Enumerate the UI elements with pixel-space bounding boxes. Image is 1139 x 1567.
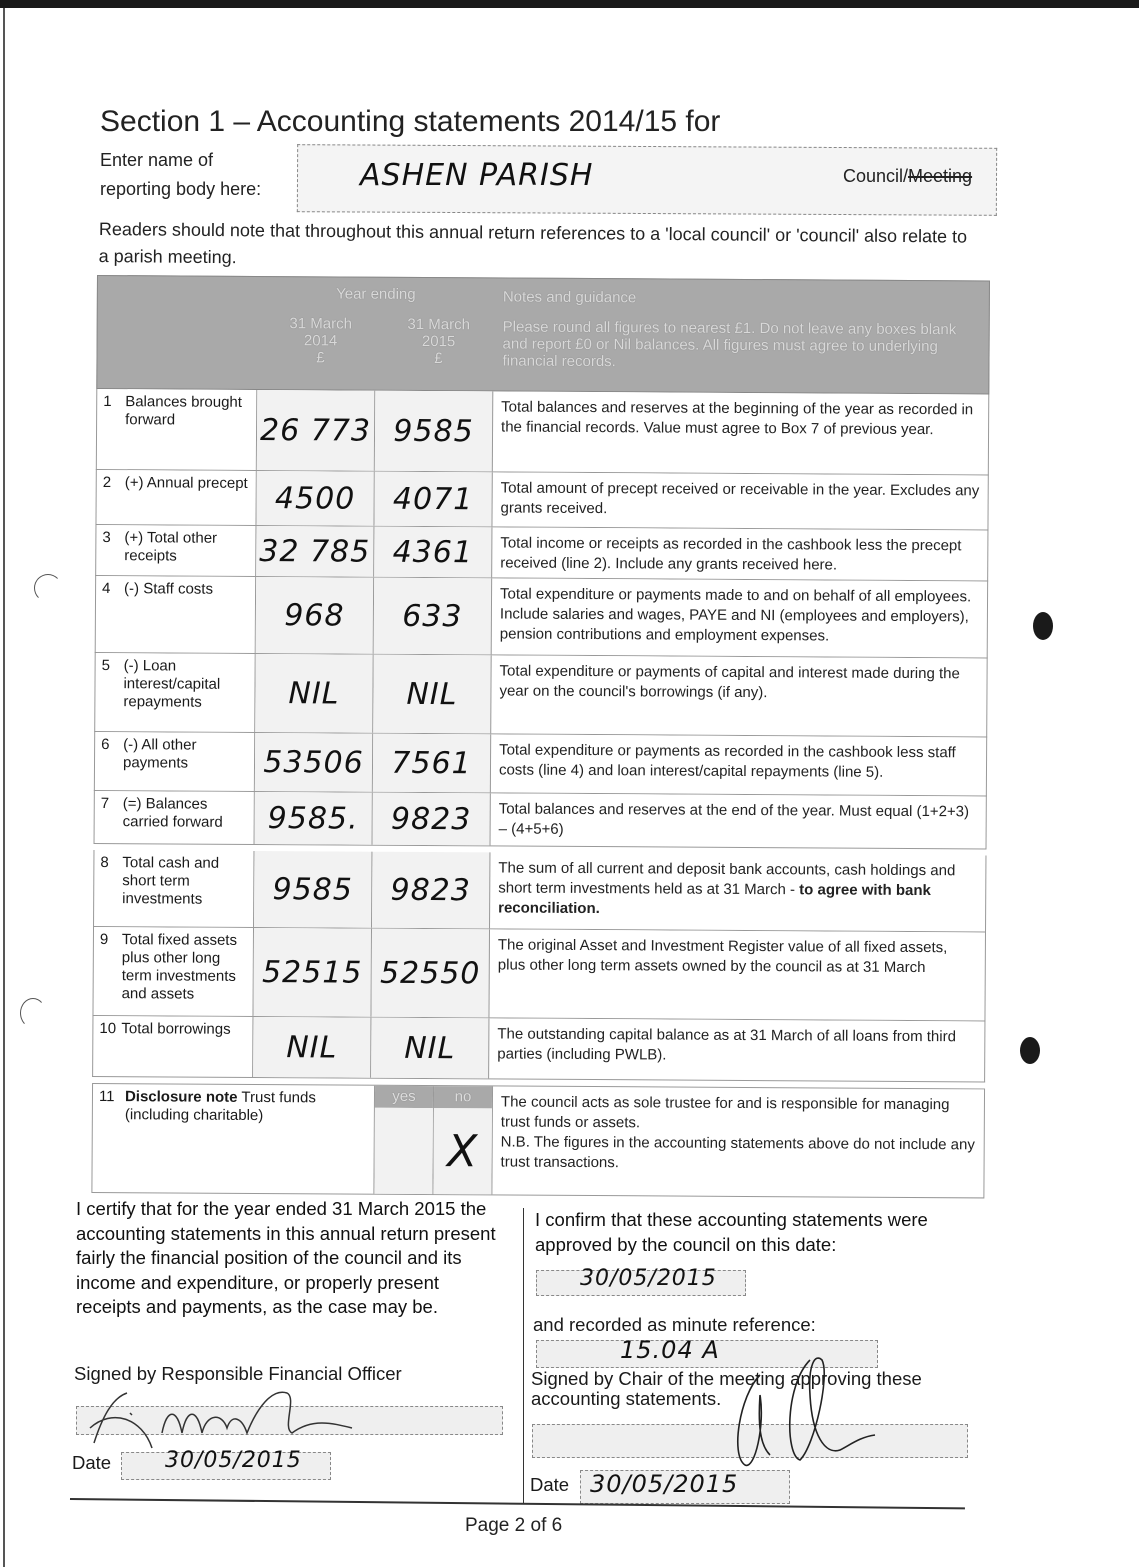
value-2015[interactable]: 52550 xyxy=(371,929,490,1018)
value-2014[interactable]: 9585. xyxy=(255,792,373,845)
note-emphasis: to agree with bank reconciliation. xyxy=(498,881,931,918)
row-label-text: Total borrowings xyxy=(121,1020,231,1038)
value-2015[interactable]: 4071 xyxy=(374,472,492,527)
disclosure-row xyxy=(91,1083,985,1198)
punch-hole-mark xyxy=(34,574,62,602)
value-2015[interactable]: 9823 xyxy=(372,852,490,929)
row-number: 5 xyxy=(101,657,111,675)
table-row xyxy=(96,389,989,475)
no-column xyxy=(433,1086,493,1194)
rfo-signature xyxy=(82,1388,402,1450)
note-text: Total amount of precept received or receivable in the year. Excludes any grants received. xyxy=(500,479,980,518)
row-number: 1 xyxy=(103,393,112,411)
row-note xyxy=(492,472,987,529)
note-text: The sum of all current and deposit bank accounts, cash holdings and short term investments held as at 31 March - xyxy=(498,859,956,899)
council-text: Council/ xyxy=(843,166,909,186)
year-ending-heading: Year ending xyxy=(336,285,416,303)
note-line: The council acts as sole trustee for and is responsible for managing trust funds or assets. xyxy=(500,1093,950,1132)
row-label xyxy=(96,576,256,653)
page-number: Page 2 of 6 xyxy=(465,1515,563,1536)
heading-line: £ xyxy=(316,349,325,367)
council-meeting-label xyxy=(843,166,972,187)
reporting-body-label xyxy=(100,146,261,204)
scan-top-edge xyxy=(0,0,1139,8)
chair-date-value: 30/05/2015 xyxy=(590,1470,739,1498)
heading-line: 31 March xyxy=(407,315,471,334)
value-2014[interactable]: NIL xyxy=(253,1017,371,1078)
certification-text: I certify that for the year ended 31 March 2015 the accounting statements in this annual return present fairly the financial position of the council and its income and expenditure, or properly present receipts and payments, as the case may be. xyxy=(76,1198,496,1317)
chair-signed-label: Signed by Chair of the meeting approving these accounting statements. xyxy=(531,1368,922,1409)
accounting-statements-table xyxy=(91,275,990,1198)
row-label xyxy=(96,470,256,525)
chair-signature xyxy=(730,1355,900,1470)
value-2014[interactable]: 32 785 xyxy=(256,526,374,577)
row-number: 6 xyxy=(101,736,110,754)
yes-heading: yes xyxy=(375,1086,433,1108)
row-label xyxy=(93,927,254,1016)
note-text: Total income or receipts as recorded in the cashbook less the precept received (line 2). Include any grants received here. xyxy=(500,534,962,574)
table-row xyxy=(95,470,988,530)
table-header xyxy=(96,275,990,394)
label-line: reporting body here: xyxy=(100,179,262,199)
row-note xyxy=(491,655,986,736)
row-label xyxy=(96,525,256,576)
row-label-text: (+) Total other receipts xyxy=(124,529,218,565)
row-label xyxy=(93,1016,253,1077)
row-number: 3 xyxy=(102,529,111,547)
col-2014-heading xyxy=(265,315,375,367)
value-2015[interactable]: 7561 xyxy=(373,734,491,793)
table-row xyxy=(94,732,987,796)
note-text: Total balances and reserves at the end of the year. Must equal (1+2+3) – (4+5+6) xyxy=(498,800,970,838)
disclosure-rest: Trust funds (including charitable) xyxy=(124,1088,316,1125)
row-note xyxy=(491,734,986,795)
yes-checkbox[interactable] xyxy=(374,1108,433,1194)
value-2015[interactable]: NIL xyxy=(373,655,491,734)
footer-divider xyxy=(70,1498,965,1509)
approval-text: I confirm that these accounting statements were approved by the council on this date: xyxy=(535,1209,928,1255)
heading-line: 31 March xyxy=(289,315,353,333)
note-text: The original Asset and Investment Register value of all fixed assets, plus other long term assets owned by the council as at 31 March xyxy=(497,936,948,977)
value-2014[interactable]: 26 773 xyxy=(257,390,375,471)
row-label-text: (-) All other payments xyxy=(122,736,197,772)
table-row xyxy=(95,576,988,658)
note-text: Total expenditure or payments as recorded in the cashbook less staff costs (line 4) and loan interest/capital repayments (line 5). xyxy=(498,741,956,781)
punch-hole xyxy=(1033,612,1053,640)
section-title: Section 1 – Accounting statements 2014/15 for xyxy=(100,105,721,138)
note-text: The outstanding capital balance as at 31 March of all loans from third parties (including PWLB). xyxy=(497,1025,957,1064)
table-row xyxy=(94,653,987,737)
table-row xyxy=(92,1016,985,1082)
table-row xyxy=(93,850,986,932)
yes-column xyxy=(374,1086,434,1194)
value-2014[interactable]: 4500 xyxy=(256,471,374,526)
value-2014[interactable]: 968 xyxy=(256,577,374,654)
row-label xyxy=(97,389,257,470)
meeting-struck-text: Meeting xyxy=(908,166,973,186)
chair-date-label: Date xyxy=(530,1474,570,1495)
table-row xyxy=(94,791,987,849)
punch-hole xyxy=(1020,1037,1040,1064)
row-label-text: (-) Loan interest/capital repayments xyxy=(123,657,221,711)
table-row xyxy=(92,927,986,1021)
row-note xyxy=(493,391,988,474)
disclosure-bold: Disclosure note xyxy=(124,1088,238,1106)
row-label xyxy=(95,791,255,844)
note-text: Total expenditure or payments of capital and interest made during the year on the council's borrowings (if any). xyxy=(499,662,960,702)
row-note xyxy=(492,578,987,657)
label-line: Enter name of xyxy=(100,150,214,170)
no-heading: no xyxy=(434,1086,492,1108)
value-2015[interactable]: NIL xyxy=(371,1018,489,1079)
row-label-text: Balances brought forward xyxy=(125,393,243,429)
value-2015[interactable]: 9823 xyxy=(373,793,491,846)
row-note xyxy=(491,793,986,848)
note-text: Total expenditure or payments made to and on behalf of all employees. Include salaries and wages, PAYE and NI (employees and employers), pension contributions and employment expenses. xyxy=(499,585,972,645)
row-label xyxy=(95,732,255,791)
row-label xyxy=(95,653,255,732)
disclosure-label-text xyxy=(124,1088,368,1189)
value-2015[interactable]: 633 xyxy=(374,578,492,655)
minute-reference-value: 15.04 A xyxy=(620,1336,720,1364)
row-number: 11 xyxy=(98,1088,115,1106)
punch-hole-mark xyxy=(20,998,46,1028)
table-row xyxy=(95,525,988,581)
scan-left-edge xyxy=(3,8,5,1567)
disclosure-label xyxy=(92,1084,375,1194)
value-2014[interactable]: NIL xyxy=(255,654,373,733)
value-2015[interactable]: 9585 xyxy=(375,391,493,472)
row-number: 2 xyxy=(102,474,112,492)
heading-line: 2014 xyxy=(303,332,338,350)
row-number: 7 xyxy=(100,795,110,813)
value-2014[interactable]: 9585 xyxy=(254,851,372,928)
reporting-body-value: ASHEN PARISH xyxy=(360,158,594,193)
approval-date-value: 30/05/2015 xyxy=(580,1266,717,1291)
notes-guidance-text: Please round all figures to nearest £1. Do not leave any boxes blank and report £0 or Nil balances. All figures must agree to underlying financial records. xyxy=(502,318,957,371)
disclosure-note xyxy=(492,1086,984,1197)
row-note xyxy=(490,852,985,931)
row-note xyxy=(489,1018,984,1081)
row-label-text: (=) Balances carried forward xyxy=(122,795,223,831)
value-2014[interactable]: 52515 xyxy=(253,928,372,1017)
row-number: 8 xyxy=(100,854,109,872)
row-number: 4 xyxy=(102,580,111,598)
note-line: N.B. The figures in the accounting statements above do not include any trust transactions. xyxy=(500,1133,975,1172)
rfo-date-value: 30/05/2015 xyxy=(165,1448,302,1473)
table-body xyxy=(92,389,989,1082)
minute-reference-label: and recorded as minute reference: xyxy=(533,1314,816,1335)
row-label-text: (+) Annual precept xyxy=(124,474,248,492)
row-label xyxy=(94,850,254,927)
row-label-text: Total cash and short term investments xyxy=(122,854,220,908)
col-2015-heading xyxy=(383,316,493,368)
row-note xyxy=(492,527,987,580)
note-text: Total balances and reserves at the beginning of the year as recorded in the financial records. Value must agree to Box 7 of previous year. xyxy=(501,398,974,439)
row-note xyxy=(489,929,985,1020)
value-2014[interactable]: 53506 xyxy=(255,733,373,792)
rfo-signed-label: Signed by Responsible Financial Officer xyxy=(74,1363,402,1384)
row-label-text: (-) Staff costs xyxy=(124,580,214,598)
row-number: 10 xyxy=(99,1020,117,1038)
notes-heading: Notes and guidance xyxy=(502,288,637,307)
heading-line: 2015 xyxy=(421,332,456,351)
row-number: 9 xyxy=(99,931,109,949)
readers-note: Readers should note that throughout this annual return references to a 'local council' or 'council' also relate to a parish meeting. xyxy=(98,218,968,268)
column-divider xyxy=(523,1208,524,1503)
row-label-text: Total fixed assets plus other long term investments and assets xyxy=(121,931,238,1003)
no-checkbox[interactable]: X xyxy=(433,1108,492,1194)
value-2015[interactable]: 4361 xyxy=(374,527,492,578)
rfo-date-label: Date xyxy=(72,1452,112,1473)
heading-line: £ xyxy=(434,350,443,368)
